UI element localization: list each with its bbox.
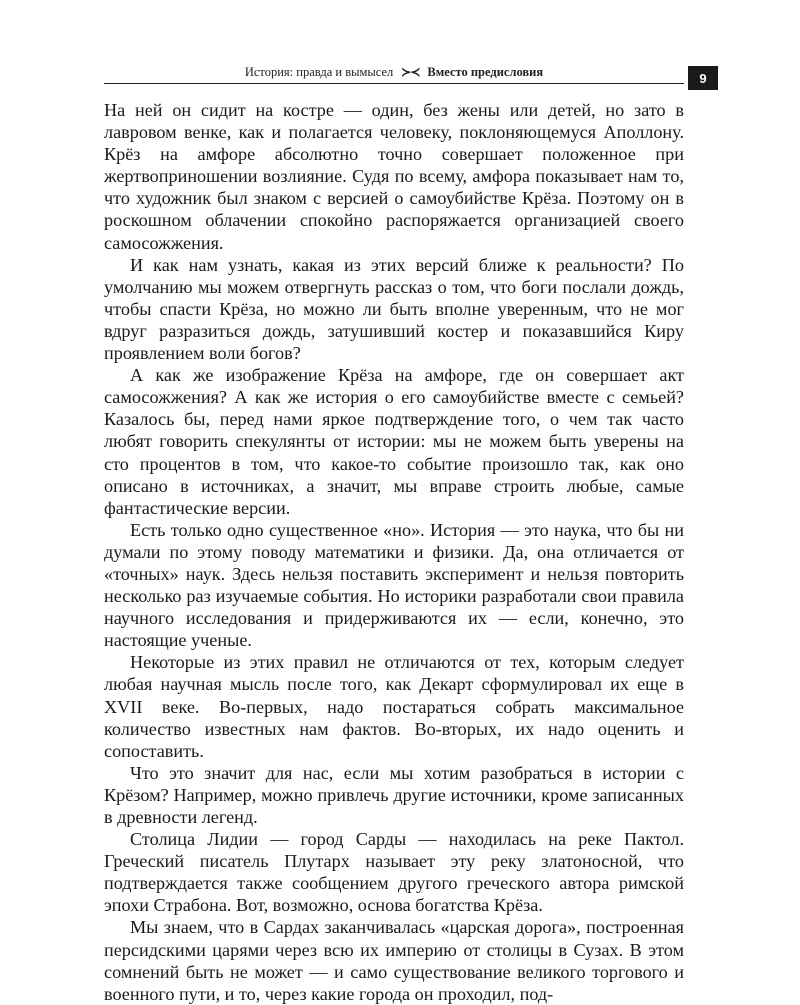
paragraph-8: Мы знаем, что в Сардах заканчивалась «царская дорога», построенная персидскими царями через всю их империю от столицы в Сузах. В этом сомнений быть не может — и само существование великого торгового и военного пути, и то, через какие города он проходил, под- bbox=[104, 917, 684, 1004]
running-header-chapter: Вместо предисловия bbox=[427, 64, 544, 79]
paragraph-2: И как нам узнать, какая из этих версий ближе к реальности? По умолчанию мы можем отвергнуть рассказ о том, что боги послали дождь, чтобы спасти Крёза, но можно ли быть вполне уверенным, что не мог вдруг разразиться дождь, затушивший костер и показавшийся Киру проявлением воли богов? bbox=[104, 254, 684, 364]
paragraph-4: Есть только одно существенное «но». История — это наука, что бы ни думали по этому поводу математики и физики. Да, она отличается от «точных» наук. Здесь нельзя поставить эксперимент и нельзя повторить несколько раз изучаемые события. Но историки разработали свои правила научного исследования и придерживаются их — если, конечно, это настоящие ученые. bbox=[104, 519, 684, 651]
paragraph-3: А как же изображение Крёза на амфоре, где он совершает акт самосожжения? А как же история о его самоубийстве вместе с семьей? Казалось бы, перед нами яркое подтверждение того, о чем так часто любят говорить спекулянты от истории: мы не можем быть уверены на сто процентов в том, что какое-то событие произошло так, как оно описано в источниках, а значит, мы вправе строить любые, самые фантастические версии. bbox=[104, 365, 684, 518]
page-number: 9 bbox=[688, 66, 718, 90]
paragraph-1: На ней он сидит на костре — один, без жены или детей, но зато в лавровом венке, как и полагается человеку, поклоняющемуся Аполлону. Крёз на амфоре абсолютно точно совершает положенное при жертвоприношении возлияние. Судя по всему, амфора показывает нам то, что художник был знаком с версией о самоубийстве Крёза. Поэтому он в роскошном облачении спокойно распоряжается организацией своего самосожжения. bbox=[104, 100, 684, 253]
paragraph-5: Некоторые из этих правил не отличаются от тех, которым следует любая научная мысль после того, как Декарт сформулировал их еще в XVII веке. Во-первых, надо постараться собрать максимальное количество известных нам фактов. Во-вторых, их надо оценить и сопоставить. bbox=[104, 652, 684, 761]
paragraph-7: Столица Лидии — город Сарды — находилась на реке Пактол. Греческий писатель Плутарх называет эту реку златоносной, что подтверждается также сообщением другого греческого автора римской эпохи Страбона. Вот, возможно, основа богатства Крёза. bbox=[104, 829, 684, 916]
paragraph-6: Что это значит для нас, если мы хотим разобраться в истории с Крёзом? Например, можно привлечь другие источники, кроме записанных в древности легенд. bbox=[104, 762, 684, 827]
running-header-section: История: правда и вымысел bbox=[244, 64, 394, 79]
running-header bbox=[104, 62, 684, 82]
body-text bbox=[104, 99, 684, 1005]
ornament-icon: ≻≺ bbox=[401, 64, 420, 79]
header-divider bbox=[104, 83, 684, 84]
